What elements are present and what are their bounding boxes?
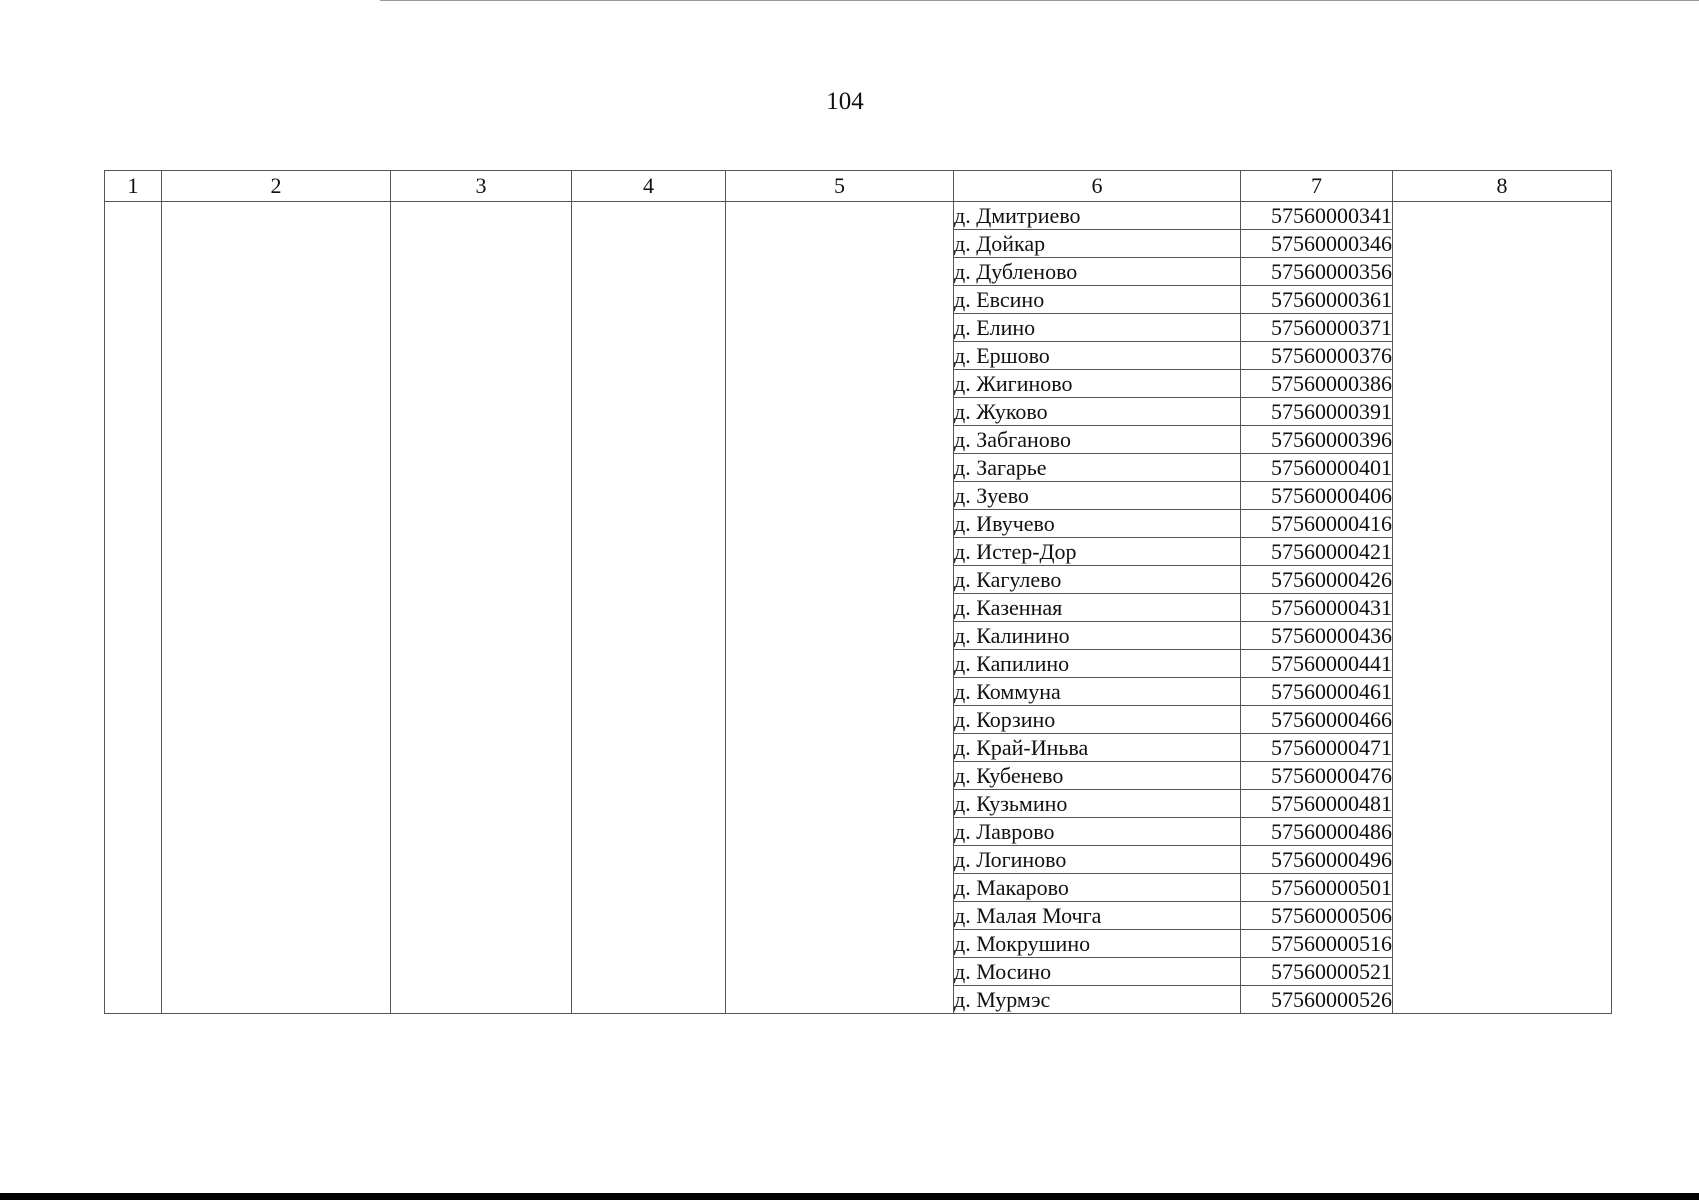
column-header: 3: [391, 171, 572, 202]
settlement-code: 57560000421: [1241, 538, 1393, 566]
settlement-code: 57560000501: [1241, 874, 1393, 902]
settlement-name: д. Кагулево: [954, 566, 1241, 594]
settlement-name: д. Жуково: [954, 398, 1241, 426]
settlement-name: д. Дубленово: [954, 258, 1241, 286]
header-row: [105, 171, 1612, 202]
settlement-name: д. Ершово: [954, 342, 1241, 370]
settlement-code: 57560000386: [1241, 370, 1393, 398]
settlement-name: д. Край-Иньва: [954, 734, 1241, 762]
settlement-code: 57560000426: [1241, 566, 1393, 594]
settlement-code: 57560000436: [1241, 622, 1393, 650]
scan-top-edge: [380, 0, 1699, 1]
settlement-name: д. Корзино: [954, 706, 1241, 734]
column-header: 4: [572, 171, 726, 202]
settlement-code: 57560000466: [1241, 706, 1393, 734]
settlement-name: д. Истер-Дор: [954, 538, 1241, 566]
empty-cell: [1393, 202, 1612, 1014]
settlement-code: 57560000401: [1241, 454, 1393, 482]
settlement-code: 57560000521: [1241, 958, 1393, 986]
settlement-name: д. Евсино: [954, 286, 1241, 314]
settlement-name: д. Дойкар: [954, 230, 1241, 258]
register-table: [104, 170, 1612, 1014]
settlement-name: д. Капилино: [954, 650, 1241, 678]
settlement-code: 57560000441: [1241, 650, 1393, 678]
settlement-code: 57560000431: [1241, 594, 1393, 622]
settlement-code: 57560000461: [1241, 678, 1393, 706]
settlement-code: 57560000371: [1241, 314, 1393, 342]
page-number: 104: [826, 88, 864, 115]
empty-cell: [726, 202, 954, 1014]
column-header: 2: [162, 171, 391, 202]
settlement-name: д. Кубенево: [954, 762, 1241, 790]
settlement-code: 57560000506: [1241, 902, 1393, 930]
settlement-code: 57560000346: [1241, 230, 1393, 258]
settlement-code: 57560000486: [1241, 818, 1393, 846]
settlement-name: д. Калинино: [954, 622, 1241, 650]
settlement-code: 57560000526: [1241, 986, 1393, 1014]
empty-cell: [162, 202, 391, 1014]
settlement-code: 57560000406: [1241, 482, 1393, 510]
settlement-name: д. Мосино: [954, 958, 1241, 986]
empty-cell: [391, 202, 572, 1014]
table-row: [105, 202, 1612, 230]
settlement-code: 57560000481: [1241, 790, 1393, 818]
column-header: 6: [954, 171, 1241, 202]
scan-bottom-edge: [0, 1193, 1699, 1200]
settlement-name: д. Кузьмино: [954, 790, 1241, 818]
column-header: 1: [105, 171, 162, 202]
settlement-name: д. Макарово: [954, 874, 1241, 902]
column-header: 8: [1393, 171, 1612, 202]
settlement-name: д. Зуево: [954, 482, 1241, 510]
column-header: 7: [1241, 171, 1393, 202]
settlement-code: 57560000396: [1241, 426, 1393, 454]
settlement-code: 57560000376: [1241, 342, 1393, 370]
settlement-code: 57560000391: [1241, 398, 1393, 426]
settlement-name: д. Малая Мочга: [954, 902, 1241, 930]
settlement-name: д. Забганово: [954, 426, 1241, 454]
settlement-name: д. Логиново: [954, 846, 1241, 874]
settlement-name: д. Казенная: [954, 594, 1241, 622]
settlement-name: д. Мурмэс: [954, 986, 1241, 1014]
settlement-name: д. Коммуна: [954, 678, 1241, 706]
settlement-name: д. Дмитриево: [954, 202, 1241, 230]
settlement-code: 57560000496: [1241, 846, 1393, 874]
empty-cell: [572, 202, 726, 1014]
settlement-code: 57560000516: [1241, 930, 1393, 958]
settlement-code: 57560000341: [1241, 202, 1393, 230]
empty-cell: [105, 202, 162, 1014]
settlement-name: д. Загарье: [954, 454, 1241, 482]
settlement-name: д. Мокрушино: [954, 930, 1241, 958]
settlement-code: 57560000476: [1241, 762, 1393, 790]
settlement-name: д. Жигиново: [954, 370, 1241, 398]
settlement-name: д. Лаврово: [954, 818, 1241, 846]
settlement-code: 57560000356: [1241, 258, 1393, 286]
settlement-name: д. Ивучево: [954, 510, 1241, 538]
settlement-name: д. Елино: [954, 314, 1241, 342]
column-header: 5: [726, 171, 954, 202]
settlement-code: 57560000471: [1241, 734, 1393, 762]
settlement-code: 57560000416: [1241, 510, 1393, 538]
table-body: [105, 171, 1612, 1014]
settlement-code: 57560000361: [1241, 286, 1393, 314]
